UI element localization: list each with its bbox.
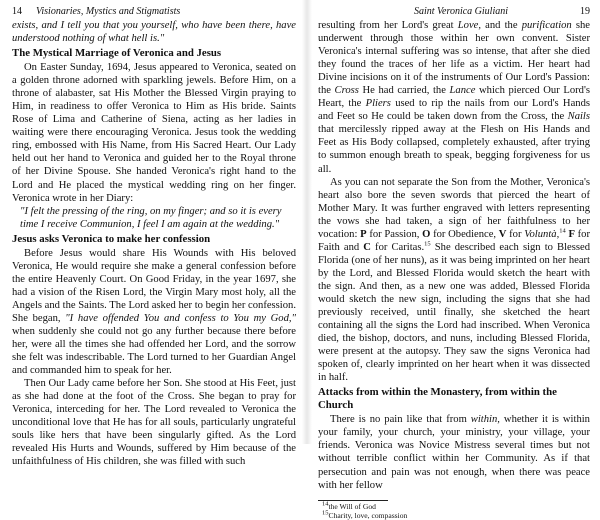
text-run: she underwent through those within her own convent. Sister Veronica's internal suffering was so intense, that after she died they found the traces of her life as a victim. Her heart had Divine incisions on it of the instruments of Our Lord's Passion: the: [318, 20, 591, 97]
text-run: for Passion,: [366, 228, 423, 240]
text-run: resulting from her Lord's great: [318, 20, 458, 31]
paragraph-instruments-passion: [318, 19, 590, 176]
text-run: and the: [481, 20, 522, 31]
italic-nails: Nails: [567, 111, 590, 123]
heading-attacks: Attacks from within the Monastery, from within the Church: [318, 386, 557, 412]
italic-lance: Lance: [449, 85, 476, 97]
text-run: that mercilessly ripped away at the Flesh on His Hands and Feet as His Body collapsed, completely exhausted, after trying to summon enough breath to speak, begging forgiveness for us all.: [318, 124, 590, 175]
footnote-ref-14: 14: [559, 227, 566, 235]
heading-mystical-marriage: The Mystical Marriage of Veronica and Jesus: [12, 47, 222, 60]
intro-text: exists, and I tell you that you yourself, who have been there, have understood nothing of what hell is.": [12, 20, 296, 45]
paragraph-our-lady: Then Our Lady came before her Son. She stood at His Feet, just as she had done at the foot of the Cross. She began to pray for Veronica, interceding for her. The Lord revealed to Veronica the unconditional love that He has for all souls, particularly ungrateful souls like hers that have been singularly gifted. As the Lord revealed His Hurts and Wounds, suffered by Him because of the unfaithfulness of His children, she was filled with such: [12, 378, 296, 468]
italic-volunta: Voluntà,: [524, 228, 560, 240]
letter-v: V: [498, 228, 507, 240]
paragraph-easter-sunday: On Easter Sunday, 1694, Jesus appeared to Veronica, seated on a golden throne adorned with sparkling jewels. Before Him, on a throne of alabaster, sat His Mother the Blessed Virgin praying to Him, in readiness to offer Veronica to Him as His bride. Saints Rose of Lima and Catherine of Siena, acting as her ladies in waiting were there encouraging Veronica. Jesus took the wedding ring, embossed with His Name, from His Sacred Heart. Our Lady held out her hand to Veronica and guided her to the Royal throne of her Divine Spouse. She handed Veronica's right hand to the Lord and He placed the mystical wedding ring on her finger. Veronica wrote in her Diary:: [12, 62, 296, 204]
text-run: for Caritas.: [370, 241, 425, 253]
book-gutter: [302, 0, 312, 444]
heading-confession: Jesus asks Veronica to make her confession: [12, 232, 211, 245]
letter-o: O: [422, 228, 431, 240]
left-running-title: Visionaries, Mystics and Stigmatists: [36, 6, 181, 17]
letter-p: P: [360, 228, 367, 240]
right-running-title: Saint Veronica Giuliani: [413, 6, 509, 17]
text-run: used to rip the nails from our Lord's Hands and Feet so He could be taken down from the Cross, the: [318, 98, 590, 123]
paragraph-confession-text-a: Before Jesus would share His Wounds with His beloved Veronica, He would require she make a general confession before the entire Heavenly Court. On Good Friday, in the year 1697, she had a vision of the Risen Lord, the Virgin Mary most holy, all the Angels and the Saints. The Lord asked her to begin her confession. She began,: [12, 247, 296, 324]
footnote-text: Charity, love, compassion: [328, 510, 408, 520]
text-run: for: [506, 228, 525, 240]
paragraph-seven-swords: [318, 176, 590, 385]
right-page-number: 19: [580, 6, 590, 17]
text-run: which pierced Our Lord's Heart, the: [318, 85, 590, 110]
left-page: [12, 6, 296, 469]
paragraph-confession: [12, 247, 296, 377]
right-page: [318, 6, 590, 520]
left-running-header: [12, 6, 296, 19]
italic-pliers: Pliers: [365, 98, 391, 110]
right-running-header: [318, 6, 590, 19]
footnote-14: [318, 502, 590, 511]
footnote-ref-15: 15: [424, 240, 431, 248]
text-run: for Obedience,: [430, 228, 499, 240]
italic-love: Love,: [457, 20, 481, 31]
diary-quote: "I felt the pressing of the ring, on my finger; and so it is every time I receive Communion, I feel I am again at the wedding.": [20, 205, 282, 230]
footnote-text: the Will of God: [328, 501, 376, 511]
text-run: There is no pain like that from: [330, 414, 471, 426]
text-run: As you can not separate the Son from the Mother, Veronica's heart also bore the seven swords that pierced the heart of Mother Mary. It was further engraved with letters representing the vows she had taken, a sign of her faithfulness to her vocation:: [318, 176, 590, 240]
paragraph-no-pain: [318, 413, 590, 491]
letter-f: F: [568, 228, 575, 240]
letter-c: C: [363, 241, 371, 253]
text-run: She described each sign to Blessed Florida (one of her nuns), as it was being imprinted on her heart by the Lord, and Blessed Florida would sketch the heart with the sign. And then, as a new one was added, Blessed Florida would sketch the new sign, including the signs that she had previously received, until finally, she sketched the heart containing all the signs the Lord had inscribed. When Veronica died, the bishop, doctors, and nuns, including Blessed Florida, were present at the autopsy. They saw the signs Veronica had spoken of, clearly imprinted on her heart when it was dissected in half.: [318, 241, 590, 384]
italic-cross: Cross: [334, 85, 359, 97]
footnote-rule: [318, 500, 388, 501]
paragraph-confession-quote: "I have offended You and confess to You my God,": [65, 312, 296, 324]
footnote-number: 14: [322, 500, 329, 508]
text-run: for Faith and: [318, 228, 590, 253]
paragraph-confession-text-b: when suddenly she could not go any further because there before her, were all the times she had offended her Lord, and the sorrow she felt was indescribable. The Lord turned to her Guardian Angel and commanded him to speak for her.: [12, 325, 296, 377]
italic-purification: purification: [521, 20, 572, 31]
footnote-15: [318, 511, 590, 520]
text-run: He had carried, the: [358, 85, 450, 97]
footnote-number: 15: [322, 509, 329, 517]
left-page-number: 14: [12, 6, 22, 17]
italic-within: within,: [470, 414, 500, 426]
text-run: whether it is within your family, your church, your ministry, your village, your friends. Veronica was Novice Mistress several times but not without terrible conflict within her Community. As if that persecution and pain was not enough, when there was peace with her fellow: [318, 414, 590, 491]
